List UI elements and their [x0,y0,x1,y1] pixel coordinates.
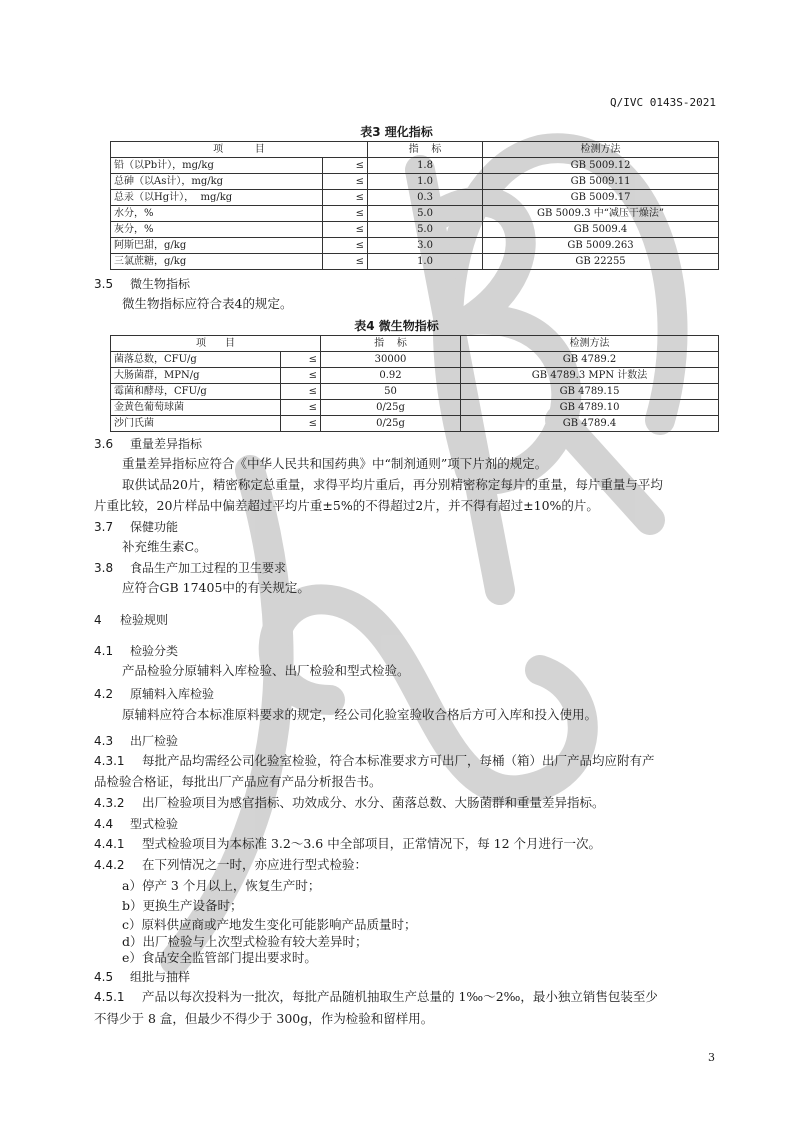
paragraph: 不得少于 8 盒，但最少不得少于 300g，作为检验和留样用。 [94,1011,434,1026]
method-cell: GB 5009.17 [483,190,719,206]
table-row [111,416,719,432]
paragraph: 原辅料应符合本标准原料要求的规定，经公司化验室验收合格后方可入库和投入使用。 [122,707,598,722]
section-title: 型式检验 [130,817,179,831]
table4-caption: 表4 微生物指标 [354,319,439,333]
item-cell: 三氯蔗糖，g/kg [111,254,323,270]
item-cell: 灰分，% [111,222,323,238]
method-cell: GB 4789.10 [461,400,719,416]
table-row [111,254,719,270]
section-number: 4.4 [94,817,114,831]
section-number: 3.8 [94,561,114,575]
clause-text: 出厂检验项目为感官指标、功效成分、水分、菌落总数、大肠菌群和重量差异指标。 [142,795,605,810]
clause-4-4-2 [94,856,367,874]
section-heading-4 [94,611,168,629]
method-cell: GB 5009.4 [483,222,719,238]
section-heading-4-5 [94,968,190,986]
table4-header-item: 项 目 [111,336,321,352]
list-item: b）更换生产设备时； [122,898,243,913]
paragraph: 补充维生素C。 [122,539,207,554]
table3 [110,141,719,270]
clause-number: 4.3.1 [94,754,125,768]
operator-cell: ≤ [323,174,368,190]
method-cell: GB 4789.4 [461,416,719,432]
table3-caption: 表3 理化指标 [360,125,433,139]
paragraph: 重量差异指标应符合《中华人民共和国药典》中“制剂通则”项下片剂的规定。 [122,456,548,471]
section-heading-4-2 [94,685,214,703]
clause-text: 每批产品均需经公司化验室检验，符合本标准要求方可出厂，每桶（箱）出厂产品均应附有产 [142,753,655,768]
section-title: 组批与抽样 [130,970,191,984]
section-heading-3-8 [94,559,286,577]
paragraph: 微生物指标应符合表4的规定。 [122,296,293,311]
item-cell: 霉菌和酵母，CFU/g [111,384,281,400]
item-cell: 菌落总数，CFU/g [111,352,281,368]
value-cell: 50 [321,384,461,400]
value-cell: 0/25g [321,400,461,416]
operator-cell: ≤ [323,158,368,174]
value-cell: 0.3 [368,190,483,206]
operator-cell: ≤ [281,384,321,400]
section-heading-3-6 [94,435,202,453]
table3-header-value: 指 标 [368,142,483,158]
section-title: 保健功能 [130,520,179,534]
item-cell: 阿斯巴甜，g/kg [111,238,323,254]
table-row [111,158,719,174]
clause-number: 4.4.2 [94,858,125,872]
method-cell: GB 5009.3 中“减压干燥法” [483,206,719,222]
operator-cell: ≤ [323,190,368,206]
section-title: 重量差异指标 [130,437,203,451]
table4-header-value: 指 标 [321,336,461,352]
table-row [111,352,719,368]
table4-header-row [111,336,719,352]
item-cell: 大肠菌群，MPN/g [111,368,281,384]
clause-4-4-1 [94,835,601,853]
operator-cell: ≤ [281,400,321,416]
method-cell: GB 5009.11 [483,174,719,190]
item-cell: 铅（以Pb计），mg/kg [111,158,323,174]
clause-4-3-1 [94,752,655,770]
item-cell: 总砷（以As计），mg/kg [111,174,323,190]
value-cell: 5.0 [368,222,483,238]
list-item: e）食品安全监管部门提出要求时。 [122,950,317,965]
clause-4-5-1 [94,988,658,1006]
clause-number: 4.4.1 [94,837,125,851]
section-title: 微生物指标 [130,277,191,291]
list-item: a）停产 3 个月以上，恢复生产时； [122,878,321,893]
table4-header-method: 检测方法 [461,336,719,352]
section-heading-3-5 [94,275,190,293]
list-item: d）出厂检验与上次型式检验有较大差异时； [122,934,368,949]
operator-cell: ≤ [323,238,368,254]
value-cell: 1.8 [368,158,483,174]
operator-cell: ≤ [323,206,368,222]
list-item: c）原料供应商或产地发生变化可能影响产品质量时； [122,917,417,932]
table-row [111,222,719,238]
method-cell: GB 22255 [483,254,719,270]
table-row [111,400,719,416]
operator-cell: ≤ [281,416,321,432]
section-heading-3-7 [94,518,178,536]
table3-header-method: 检测方法 [483,142,719,158]
method-cell: GB 4789.2 [461,352,719,368]
section-number: 4 [94,613,102,627]
section-heading-4-4 [94,815,178,833]
clause-text: 在下列情况之一时，亦应进行型式检验： [142,857,368,872]
clause-text: 产品以每次投料为一批次，每批产品随机抽取生产总量的 1‰～2‰，最小独立销售包装至少 [142,989,658,1004]
table3-header-row [111,142,719,158]
clause-number: 4.5.1 [94,990,125,1004]
section-number: 4.3 [94,734,114,748]
table-row [111,238,719,254]
document-code: Q/IVC 0143S-2021 [610,96,716,109]
paragraph: 应符合GB 17405中的有关规定。 [122,580,310,595]
paragraph: 取供试品20片，精密称定总重量，求得平均片重后，再分别精密称定每片的重量，每片重量与平均 [122,477,663,492]
section-heading-4-3 [94,732,178,750]
paragraph: 产品检验分原辅料入库检验、出厂检验和型式检验。 [122,663,410,678]
section-title: 原辅料入库检验 [130,687,215,701]
section-number: 4.1 [94,644,114,658]
method-cell: GB 5009.263 [483,238,719,254]
table3-header-item: 项 目 [111,142,368,158]
clause-4-3-2 [94,794,605,812]
item-cell: 总汞（以Hg计）， mg/kg [111,190,323,206]
value-cell: 0/25g [321,416,461,432]
method-cell: GB 4789.15 [461,384,719,400]
section-number: 3.6 [94,437,114,451]
table-row [111,174,719,190]
method-cell: GB 4789.3 MPN 计数法 [461,368,719,384]
section-number: 3.7 [94,520,114,534]
operator-cell: ≤ [323,254,368,270]
method-cell: GB 5009.12 [483,158,719,174]
table-row [111,206,719,222]
section-title: 检验规则 [120,613,169,627]
operator-cell: ≤ [323,222,368,238]
clause-text: 型式检验项目为本标准 3.2～3.6 中全部项目，正常情况下，每 12 个月进行一次。 [142,836,602,851]
value-cell: 1.0 [368,254,483,270]
value-cell: 0.92 [321,368,461,384]
table4 [110,335,719,432]
section-title: 检验分类 [130,644,179,658]
item-cell: 水分，% [111,206,323,222]
value-cell: 1.0 [368,174,483,190]
section-number: 4.5 [94,970,114,984]
value-cell: 30000 [321,352,461,368]
section-title: 出厂检验 [130,734,179,748]
section-heading-4-1 [94,642,178,660]
table-row [111,190,719,206]
value-cell: 5.0 [368,206,483,222]
paragraph: 片重比较，20片样品中偏差超过平均片重±5%的不得超过2片，并不得有超过±10%的片。 [94,498,599,513]
item-cell: 沙门氏菌 [111,416,281,432]
section-number: 3.5 [94,277,114,291]
paragraph: 品检验合格证，每批出厂产品应有产品分析报告书。 [94,774,382,789]
value-cell: 3.0 [368,238,483,254]
item-cell: 金黄色葡萄球菌 [111,400,281,416]
clause-number: 4.3.2 [94,796,125,810]
page-number: 3 [708,1051,715,1064]
table-row [111,368,719,384]
section-title: 食品生产加工过程的卫生要求 [130,561,287,575]
section-number: 4.2 [94,687,114,701]
operator-cell: ≤ [281,352,321,368]
table-row [111,384,719,400]
operator-cell: ≤ [281,368,321,384]
